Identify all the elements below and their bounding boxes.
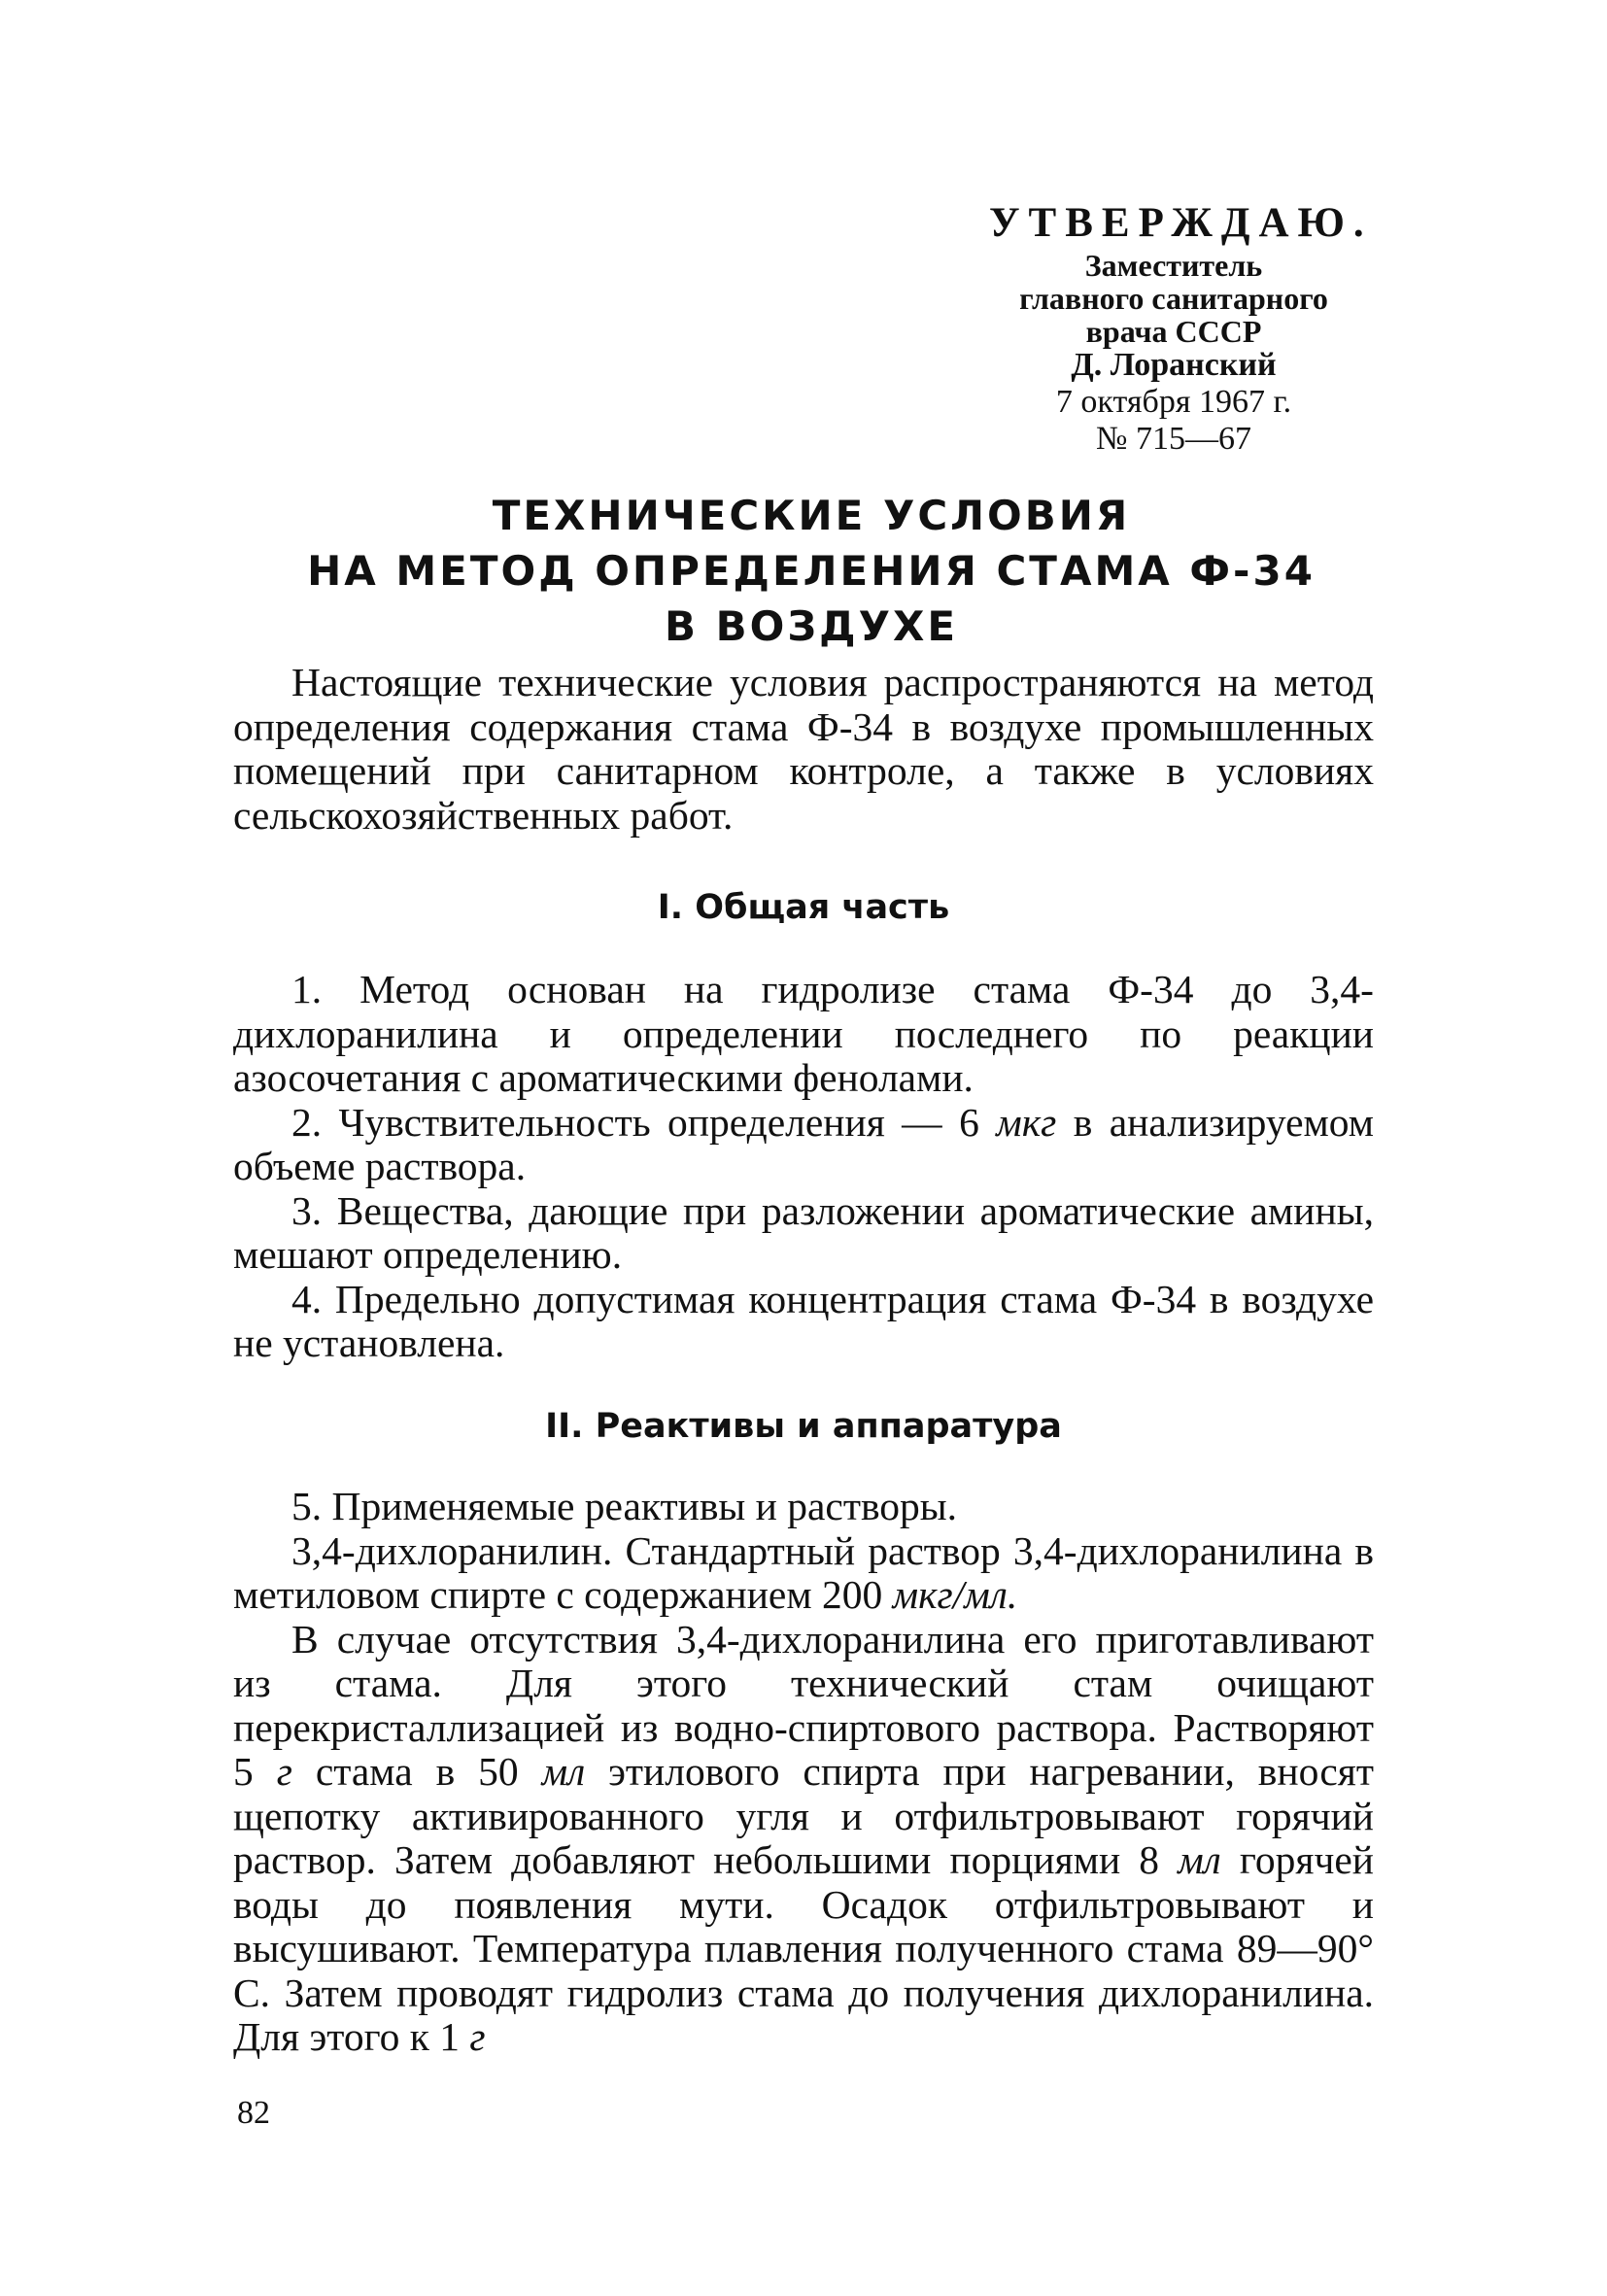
section-1-heading: I. Общая часть [657,888,950,927]
list-item: 5. Применяемые реактивы и растворы. [291,1484,958,1528]
prep-text-c: этилового спирта при нагревании, вносят щепотку активированного угля и отфильтровывают горячий раствор. Затем добавляют небольшими порциями 8 [233,1749,1375,1882]
unit-g: г [276,1749,292,1794]
prep-text-b: стама в 50 [291,1749,542,1794]
prep-text-a: В случае отсутствия 3,4-дихлоранилина его приготавливают из стама. Для этого технический стам очищают перекристаллизацией из водно-спиртового раствора. Растворяют 5 [233,1616,1374,1794]
item-2-unit: мкг [996,1099,1057,1145]
concentration-unit: мкг/мл. [892,1572,1018,1617]
section-2-body [233,1485,1374,2060]
approval-heading: УТВЕРЖДАЮ. [989,200,1373,246]
section-2-heading: II. Реактивы и аппаратура [545,1407,1062,1446]
unit-g: г [469,2014,486,2059]
section-1-body [233,968,1374,1366]
title-line-2: НА МЕТОД ОПРЕДЕЛЕНИЯ СТАМА Ф-34 [307,547,1316,595]
prep-text-d: горячей воды до появления мути. Осадок отфильтровывают и высушивают. Температура плавления полученного стама 89—90° С. Затем проводят гидролиз стама до получения дихлоранилина. Для этого к 1 [233,1837,1374,2059]
intro-paragraph: Настоящие технические условия распространяются на метод определения содержания стама Ф-34 в воздухе промышленных помещений при санитарном контроле, а также в условиях сельскохозяйственных работ. [233,660,1374,838]
paragraph [233,1529,1374,1618]
approval-position-line-2: главного санитарного [1019,281,1328,316]
approval-number: № 715—67 [1096,421,1251,457]
unit-ml: мл [1178,1837,1221,1882]
list-item: 4. Предельно допустимая концентрация стама Ф-34 в воздухе не установлена. [233,1276,1374,1365]
approval-position-line-1: Заместитель [1084,248,1263,283]
list-item: 1. Метод основан на гидролизе стама Ф-34 до 3,4-дихлоранилина и определении последнего по реакции азосочетания с ароматическими фенолами. [233,967,1374,1100]
approval-date: 7 октября 1967 г. [1055,384,1292,420]
list-item: 3. Вещества, дающие при разложении ароматические амины, мешают определению. [233,1187,1374,1277]
document-title [233,488,1389,654]
unit-ml: мл [541,1749,586,1794]
page-number: 82 [237,2095,270,2131]
approval-position-line-3: врача СССР [1085,314,1262,349]
title-line-1: ТЕХНИЧЕСКИЕ УСЛОВИЯ [492,492,1131,539]
title-line-3: В ВОЗДУХЕ [664,602,959,650]
item-2-text-a: 2. Чувствительность определения — 6 [291,1099,997,1145]
paragraph [233,1618,1374,2060]
approval-signatory: Д. Лоранский [1071,347,1277,383]
reagent-text: 3,4-дихлоранилин. Стандартный раствор 3,4-дихлоранилина в метиловом спирте с содержанием 200 [233,1527,1374,1617]
item-2-text-b: в анализируемом объеме раствора. [233,1099,1374,1188]
approval-block [989,198,1373,457]
intro-paragraph-block [233,661,1374,838]
list-item [233,1101,1374,1189]
